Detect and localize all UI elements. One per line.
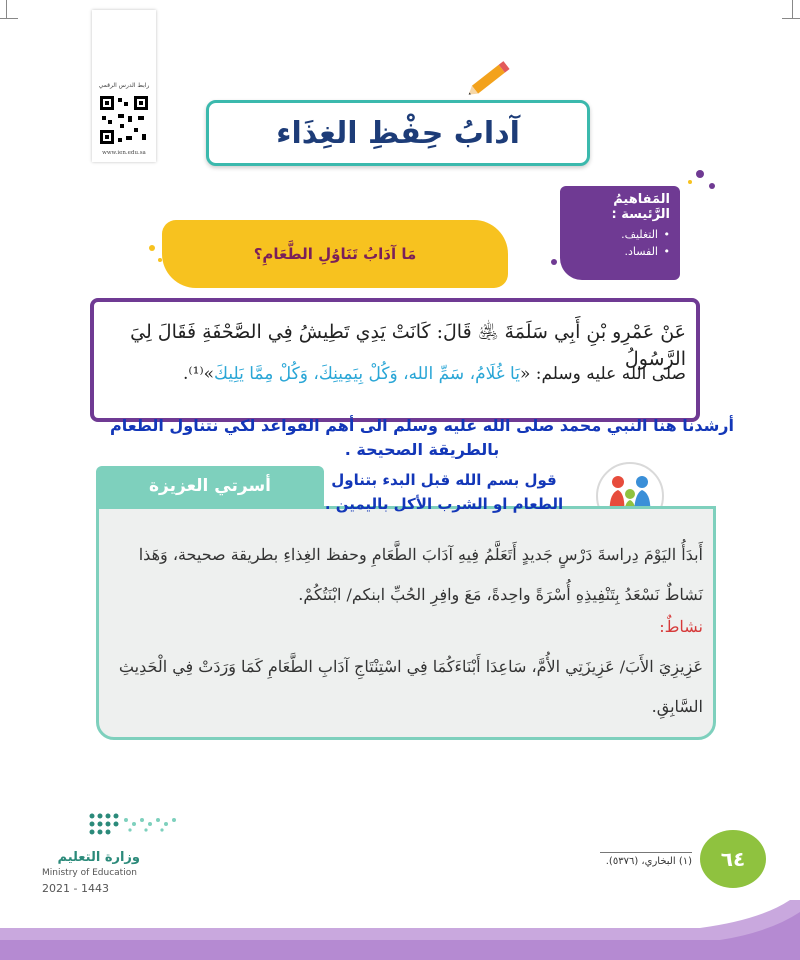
page-number-bubble [700,830,766,888]
qr-code-icon[interactable] [98,94,150,146]
academic-year: 2021 - 1443 [42,882,109,895]
lesson-title: آدابُ حِفْظِ الغِذَاء [276,115,520,151]
concept-item: • التغليف. [570,228,670,241]
hadith-prefix: صلى الله عليه وسلم: « [519,364,686,384]
annotation-note-2: قول بسم الله قبل البدء بتناول الطعام او الشرب الأكل باليمين . [324,471,564,513]
key-concepts-title: المَفاهيمُ الرَّئيسة : [611,192,670,222]
ministry-name-arabic: وزارة التعليم [57,850,140,865]
hadith-line-2 [106,364,686,384]
bottom-band [0,900,800,960]
page-number: ٦٤ [720,847,746,871]
ministry-logo [40,810,190,900]
activity-paragraph: عَزِيزِيَ الأَبَ/ عَزِيزَتِي الأُمَّ، سَاعِدَا أَبْنَاءَكُمَا فِي اسْتِنْتَاجِ آدَابِ الطَّعَامِ كَمَا وَرَدَتْ فِي الْحَدِيثِ السَّابِقِ. [118,657,703,716]
hadith-quote: يَا غُلَامُ، سَمِّ الله، وَكُلْ بِيَمِينِكَ، وَكُلْ مِمَّا يَلِيكَ [214,364,520,384]
hadith-box [90,298,700,422]
hadith-suffix: »⁽¹⁾. [183,364,215,384]
ministry-logo-dots-icon [86,810,182,844]
intro-paragraph: أَبدَأُ اليَوْمَ دِراسةَ دَرْسٍ جَديدٍ أَتَعَلَّمُ فِيهِ آدَابَ الطَّعَامِ وحفظ الغِذاءِ بطريقة صحيحة، وَهَذا نَشاطٌ نَسْعَدُ بِتَنْفِيذِهِ أُسْرَةً واحِدةً، مَعَ وافِرِ الحُبِّ ابنكم/ ابْنَتُكُمْ. [138,545,703,604]
qr-url: www.ien.edu.sa [102,150,146,156]
pencil-icon [462,58,516,102]
question-text: مَا آدَابُ تَنَاوُلِ الطَّعَامِ؟ [253,245,417,263]
annotation-note-1: أرشدنا هنا النبي محمد صلى الله عليه وسلم الى أهم القواعد لكي نتناول الطعام بالطريقة الصحيحة . [110,416,734,459]
section-tab-label: أسرتي العزيزة [149,476,271,496]
qr-label: رابط الدرس الرقمي [98,82,150,89]
qr-card[interactable] [92,10,156,162]
question-bubble [162,220,508,288]
footnote-rule [600,852,692,853]
footnote: (١) البخاري، (٥٣٧٦). [605,856,692,867]
section-tab-family [96,466,324,506]
hadith-line-1: عَنْ عَمْرِو بْنِ أَبِي سَلَمَةَ ﵁ قَالَ: كَانَتْ يَدِي تَطِيشُ فِي الصَّحْفَةِ فَقَالَ لِيَ الرَّسُولُ [130,321,686,370]
family-content-box [96,506,716,740]
activity-label: نشاطٌ: [659,617,703,636]
concept-item: • الفساد. [570,245,670,258]
ministry-name-english: Ministry of Education [42,868,137,878]
key-concepts-box [560,186,680,280]
lesson-title-banner [206,100,590,166]
